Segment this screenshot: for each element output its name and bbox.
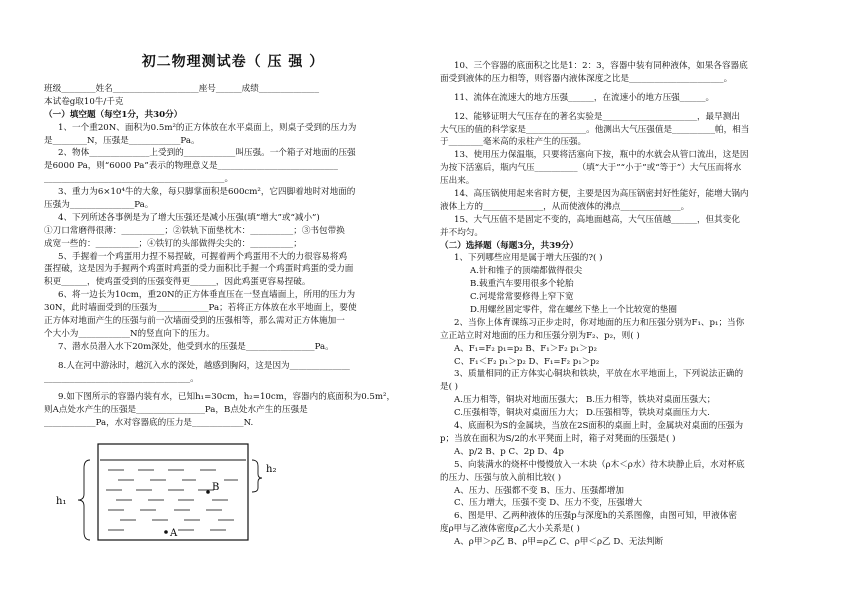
- question-1: [44, 122, 422, 148]
- choice-question-6: [440, 510, 832, 549]
- question-line: 成宽一些的：__________；④铁钉的头部做得尖尖的：__________；: [44, 238, 302, 249]
- question-line: 9.如下图所示的容器内装有水，已知h₁=30cm，h₂=10cm，容器内的底面积为0.5m²，: [58, 392, 396, 403]
- question-line: 面受到液体的压力相等，则容器内液体深度之比是______________________。: [440, 73, 733, 84]
- right-column: [440, 60, 832, 549]
- question-14: [440, 188, 832, 214]
- question-13: [440, 149, 832, 188]
- question-line: 14、高压锅使用起来省时方便，主要是因为高压锅密封好性能好，能增大锅内: [454, 189, 749, 200]
- question-3: [44, 186, 422, 212]
- question-line: 个大小为____________N的竖直向下的压力。: [44, 328, 215, 339]
- gravity-note: 本试卷g取10牛/千克: [44, 96, 124, 107]
- question-10: [440, 60, 832, 86]
- question-line: 12、能够证明大气压存在的著名实验是______________________，最早测出: [454, 111, 740, 122]
- question-line: 蛋捏破，这是因为手握两个鸡蛋时鸡蛋的受力面积比手握一个鸡蛋时鸡蛋的受力面: [44, 264, 354, 275]
- question-7: [44, 341, 422, 354]
- h1-label: h₁: [56, 496, 67, 508]
- question-8: [44, 360, 422, 386]
- question-line: ____________Pa，水对容器底的压力是____________N.: [44, 418, 254, 429]
- question-6: [44, 289, 422, 341]
- question-9: [44, 391, 422, 430]
- question-5: [44, 251, 422, 290]
- option-a: A.针和锥子的顶端都做得很尖: [470, 266, 583, 277]
- point-b-label: B: [212, 482, 220, 494]
- option-c: C.河堤常常要修得上窄下宽: [470, 292, 574, 303]
- choice-question-2: [440, 317, 832, 369]
- page-title: 初二物理测试卷（ 压 强 ）: [141, 54, 325, 70]
- question-line: 10、三个容器的底面积之比是1：2：3，容器中装有同种液体，如果各容器底: [454, 61, 748, 71]
- option-row: A.压力相等，铜块对地面压强大； B.压力相等，铁块对桌面压强大；: [454, 395, 716, 406]
- question-line: 积更______，使鸡蛋受到的压强变得更______，因此鸡蛋更容易捏破。: [44, 277, 311, 288]
- question-line: 13、使用压力保温瓶，只要将活塞向下按，瓶中的水就会从管口流出，这是因: [454, 150, 749, 161]
- section1-heading: （一）填空题（每空1分，共30分）: [44, 109, 183, 120]
- question-line: 15、大气压值不是固定不变的，高地面越高，大气压值越______，但其变化: [454, 214, 740, 225]
- h2-brace: [252, 460, 262, 492]
- question-line: 30N，此时墙面受到的压强为____________Pa；若将正方体放在水平地面上，要使: [44, 303, 357, 314]
- question-stem: 1、下列哪些应用是属于增大压强的?( ): [454, 253, 603, 264]
- question-line: 则A点处水产生的压强是________________Pa，B点处水产生的压强是: [44, 405, 308, 416]
- question-line: 8.人在河中游泳时，越沉入水的深处，越感到胸闷，这是因为______________: [58, 360, 350, 371]
- point-b-marker: [206, 490, 210, 494]
- question-stem: 6、图是甲、乙两种液体的压强p与深度h的关系图像，由图可知，甲液体密: [454, 511, 737, 522]
- question-line: 4、下列所述各事例是为了增大压强还是减小压强(填“增大”或“减小”): [58, 212, 320, 223]
- question-stem: 是( ): [440, 382, 459, 393]
- question-stem: 度ρ甲与乙液体密度ρ乙大小关系是( ): [440, 524, 580, 535]
- left-column: [44, 52, 422, 547]
- question-line: __________________________________。: [44, 373, 199, 384]
- question-stem: 的压力、压强与放入前相比较( ): [440, 472, 562, 483]
- question-line: 11、流体在流速大的地方压强______，在流速小的地方压强______。: [454, 92, 715, 103]
- point-a-marker: [164, 530, 168, 534]
- question-line: 3、重力为6×10⁴牛的大象，每只脚掌面积是600cm²，它四脚着地时对地面的: [58, 187, 356, 198]
- question-stem: 5、向装满水的烧杯中慢慢放入一木块（ρ木＜ρ水）待木块静止后，水对杯底: [454, 459, 745, 470]
- section2-heading: （二）选择题（每题3分，共39分）: [440, 240, 579, 251]
- question-line: 压强为_______________Pa。: [44, 200, 154, 211]
- question-11: [440, 92, 832, 105]
- question-line: 于________毫米高的汞柱产生的压强。: [440, 137, 587, 148]
- option-row: A、压力、压强都不变 B、压力、压强都增加: [454, 485, 624, 496]
- question-15: [440, 214, 832, 240]
- h2-label: h₂: [266, 464, 277, 476]
- student-info-line: 班级________姓名____________________座号______成绩______________: [44, 84, 320, 94]
- water-dashes: [106, 470, 238, 530]
- water-container-figure: [28, 434, 288, 542]
- option-row: A、p/2 B、p C、2p D、4p: [454, 446, 564, 457]
- question-line: 是________N，压强是____________Pa。: [44, 135, 200, 146]
- option-row: A、F₁=F₂ p₁=p₂ B、F₁＞F₂ p₁＞p₂: [454, 343, 597, 354]
- choice-question-4: [440, 420, 832, 459]
- question-line: 并不均匀。: [440, 227, 483, 238]
- question-line: __________________________________________。: [44, 174, 234, 185]
- choice-question-1: [440, 252, 832, 316]
- question-line: 是6000 Pa，则“6000 Pa”表示的物理意义是____________________________: [44, 161, 338, 172]
- option-row: C、F₁＜F₂ p₁＞p₂ D、F₁=F₂ p₁＞p₂: [454, 356, 600, 367]
- option-d: D.用螺丝固定零件，常在螺丝下垫上一个比较宽的垫圈: [470, 305, 677, 316]
- question-stem: 4、底面积为S的金属块，当放在2S面积的桌面上时，金属块对桌面的压强为: [454, 421, 744, 432]
- option-b: B.载重汽车要用很多个轮胎: [470, 279, 574, 290]
- question-line: 6、将一边长为10cm，重20N的正方体垂直压在一竖直墙面上，所用的压力为: [58, 290, 356, 301]
- question-stem: 2、当你上体育课练习正步走时，你对地面的压力和压强分别为F₁、p₁；当你: [454, 317, 745, 328]
- question-stem: 3、质量相同的正方体实心铜块和铁块，平放在水平地面上，下列说法正确的: [454, 369, 744, 380]
- question-line: 7、潜水员潜入水下20m深处，他受到水的压强是________________Pa。: [58, 341, 334, 352]
- option-row: A、ρ甲＞ρ乙 B、ρ甲=ρ乙 C、ρ甲＜ρ乙 D、无法判断: [454, 537, 664, 548]
- h1-brace: [78, 460, 90, 540]
- question-line: 正方体对地面产生的压强与前一次墙面受到的压强相等，那么需对正方体施加一: [44, 316, 345, 327]
- container-outline: [98, 444, 248, 540]
- question-stem: p；当放在面积为S/2的水平凳面上时，箱子对凳面的压强是( ): [440, 433, 676, 444]
- question-line: 1、一个重20N、面积为0.5m²的正方体放在水平桌面上，则桌子受到的压力为: [58, 122, 357, 133]
- question-line: ①刀口常磨得很薄：__________；②铁轨下面垫枕木：__________；③书包带换: [44, 225, 345, 236]
- option-row: C.压强相等，铜块对桌面压力大； D.压强相等，铁块对桌面压力大.: [454, 408, 710, 419]
- option-row: C、压力增大，压强不变 D、压力不变，压强增大: [454, 498, 643, 509]
- point-a-label: A: [170, 528, 178, 540]
- question-line: 压出来。: [440, 176, 475, 187]
- question-line: 5、手握着一个鸡蛋用力捏不易捏破，可握着两个鸡蛋用不大的力很容易将鸡: [58, 251, 348, 262]
- question-2: [44, 147, 422, 186]
- choice-question-5: [440, 459, 832, 511]
- question-line: 液体上方的______________，从而使液体的沸点______________。: [440, 201, 690, 212]
- question-4: [44, 212, 422, 251]
- choice-question-3: [440, 368, 832, 420]
- question-12: [440, 111, 832, 150]
- question-stem: 立正站立时对地面的压力和压强分别为F₂、p₂，则( ): [440, 330, 640, 341]
- question-line: 2、物体______________上受到的____________叫压强。一个箱子对地面的压强: [58, 148, 356, 159]
- question-line: 为按下活塞后，瓶内气压__________（填“大于”“小于”或“等于”）大气压而将水: [440, 163, 742, 174]
- question-line: 大气压的值的科学家是______________。他测出大气压强值是__________帕，相当: [440, 124, 750, 135]
